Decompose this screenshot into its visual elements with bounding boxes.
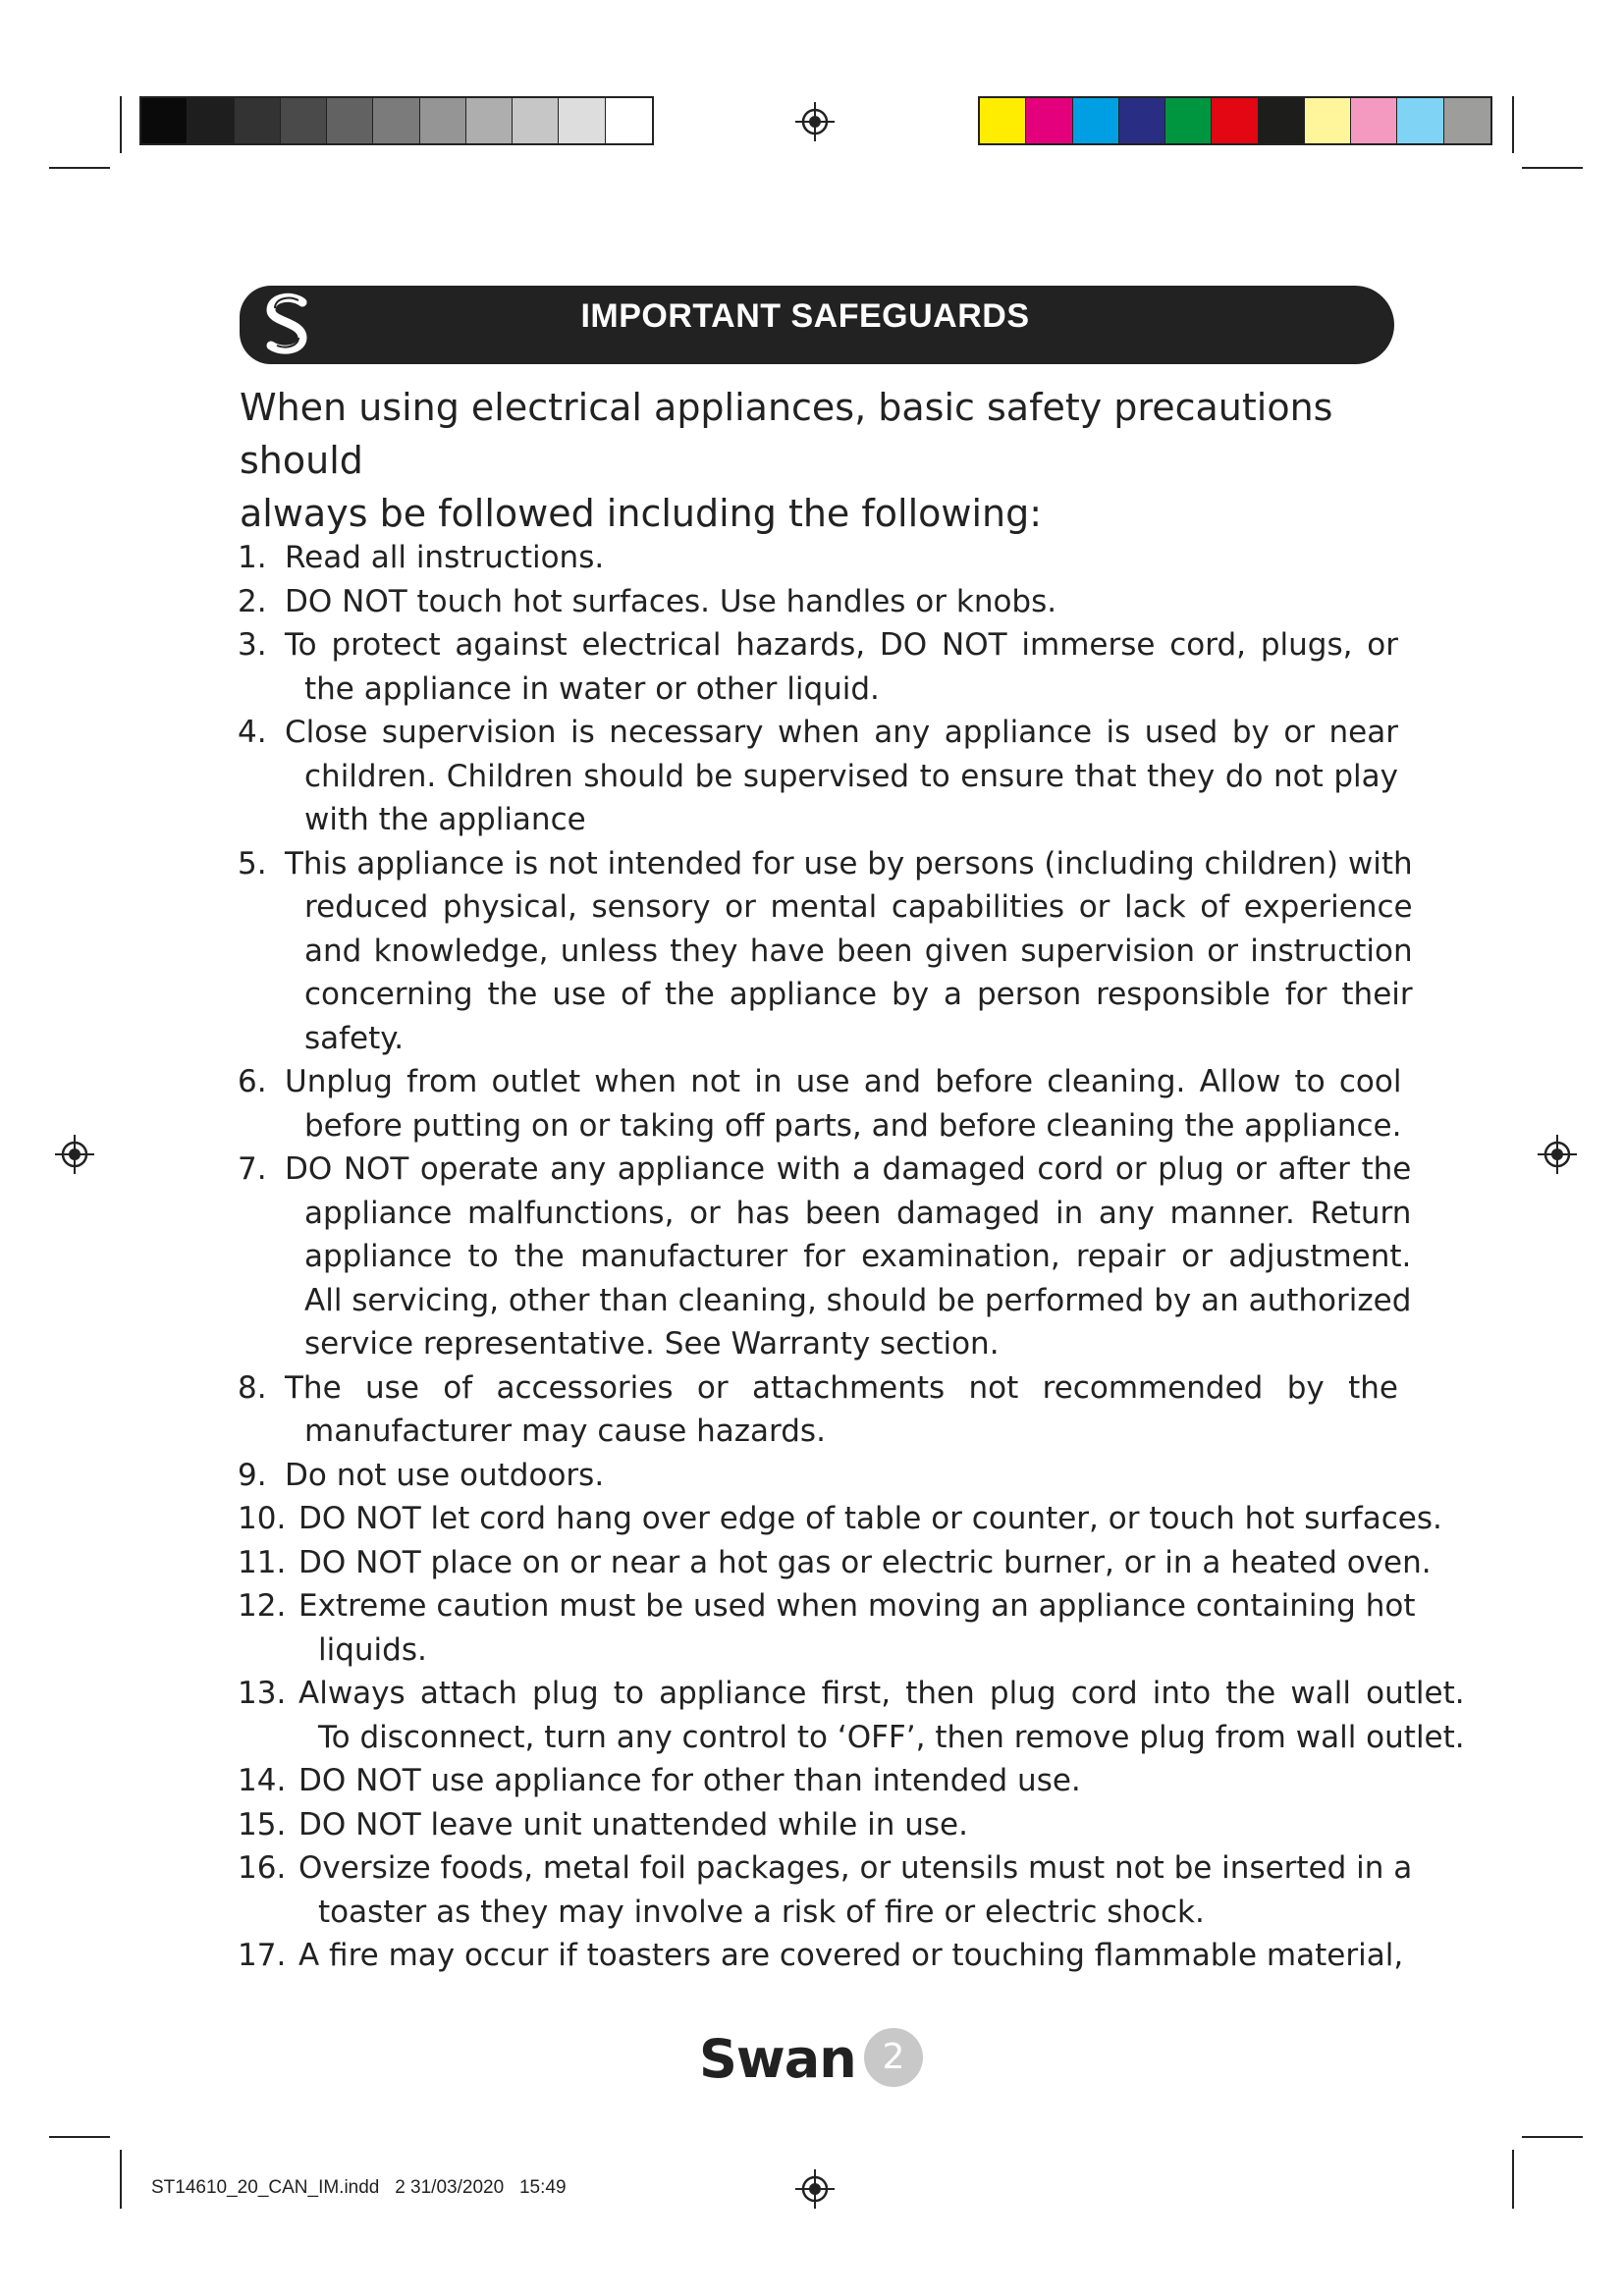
list-item-line: Always attach plug to appliance first, then plug cord into the wall outlet.: [298, 1676, 1465, 1711]
list-item-text: [285, 580, 1398, 624]
list-item-line: the appliance in water or other liquid.: [304, 670, 880, 707]
list-item-text: [285, 842, 1413, 1061]
list-item-number: 15.: [238, 1806, 287, 1842]
list-item: [238, 623, 1398, 711]
grayscale-swatch: [235, 98, 281, 143]
list-item-number: 7.: [238, 1151, 267, 1187]
list-item-line: children. Children should be supervised to ensure that they do not play: [304, 758, 1398, 794]
list-item-line: safety.: [304, 1020, 405, 1056]
page-number-badge: 2: [864, 2028, 923, 2087]
list-item-line: DO NOT let cord hang over edge of table or counter, or touch hot surfaces.: [298, 1501, 1442, 1536]
page-title: IMPORTANT SAFEGUARDS: [580, 297, 1030, 335]
list-item-line: liquids.: [318, 1631, 427, 1668]
grayscale-swatch: [606, 98, 652, 143]
list-item-number: 5.: [238, 845, 267, 881]
color-swatch: [1073, 98, 1119, 143]
list-item-line: before putting on or taking off parts, and before cleaning the appliance.: [304, 1107, 1402, 1144]
list-item: [238, 1541, 1432, 1585]
list-item-line: toaster as they may involve a risk of fire or electric shock.: [318, 1894, 1205, 1930]
list-item: [238, 1934, 1404, 1978]
list-item-line: To protect against electrical hazards, DO NOT immerse cord, plugs, or: [285, 627, 1398, 663]
list-item-line: appliance to the manufacturer for examination, repair or adjustment.: [304, 1239, 1412, 1274]
list-item: [238, 1454, 1398, 1498]
list-item-line: Oversize foods, metal foil packages, or utensils must not be inserted in a: [298, 1850, 1413, 1886]
list-item-text: [298, 1497, 1442, 1541]
list-item-line: This appliance is not intended for use by persons (including children) with: [285, 845, 1413, 881]
list-item-number: 14.: [238, 1763, 287, 1798]
list-item-line: To disconnect, turn any control to ‘OFF’, then remove plug from wall outlet.: [318, 1719, 1465, 1755]
crop-mark: [49, 167, 110, 169]
list-item-line: service representative. See Warranty section.: [304, 1326, 1000, 1362]
list-item: [238, 1148, 1412, 1366]
registration-mark-icon: [55, 1135, 94, 1174]
list-item-line: Extreme caution must be used when moving an appliance containing hot: [298, 1588, 1416, 1624]
list-item: [238, 711, 1398, 842]
list-item-text: [298, 1541, 1432, 1585]
list-item-number: 6.: [238, 1064, 267, 1099]
list-item-text: [285, 711, 1398, 842]
color-swatch: [1165, 98, 1212, 143]
grayscale-swatch: [466, 98, 513, 143]
color-swatch: [1351, 98, 1397, 143]
grayscale-swatch: [373, 98, 419, 143]
registration-mark-icon: [795, 102, 835, 141]
list-item-text: [285, 1454, 1398, 1498]
grayscale-swatch: [141, 98, 188, 143]
color-swatch: [1259, 98, 1305, 143]
list-item-number: 16.: [238, 1850, 287, 1886]
list-item-number: 13.: [238, 1676, 287, 1711]
registration-mark-icon: [795, 2169, 835, 2209]
list-item-text: [285, 536, 1398, 580]
list-item-number: 17.: [238, 1938, 287, 1973]
swan-brand-logo: Swan: [699, 2028, 856, 2090]
registration-mark-icon: [1538, 1135, 1577, 1174]
crop-mark: [120, 96, 122, 153]
color-swatch: [1026, 98, 1072, 143]
crop-mark: [120, 2150, 122, 2209]
color-swatch: [1212, 98, 1258, 143]
list-item-text: [298, 1934, 1403, 1978]
grayscale-swatch: [281, 98, 327, 143]
list-item-text: [285, 623, 1398, 711]
list-item-line: Close supervision is necessary when any appliance is used by or near: [285, 715, 1398, 750]
list-item-number: 2.: [238, 583, 267, 619]
intro-line: When using electrical appliances, basic safety precautions should: [240, 386, 1333, 482]
list-item-line: Unplug from outlet when not in use and before cleaning. Allow to cool: [285, 1064, 1402, 1099]
list-item: [238, 1759, 1398, 1803]
swan-s-logo-icon: [259, 293, 316, 357]
list-item-number: 8.: [238, 1369, 267, 1406]
list-item-line: Read all instructions.: [285, 540, 605, 575]
list-item-number: 4.: [238, 715, 267, 750]
list-item: [238, 1497, 1442, 1541]
crop-mark: [1522, 2136, 1583, 2138]
list-item-line: appliance malfunctions, or has been damaged in any manner. Return: [304, 1195, 1412, 1231]
intro-line: always be followed including the following:: [240, 492, 1043, 535]
list-item-text: [298, 1759, 1398, 1803]
list-item-line: DO NOT operate any appliance with a damaged cord or plug or after the: [285, 1151, 1412, 1187]
crop-mark: [49, 2136, 110, 2138]
crop-mark: [1512, 96, 1514, 153]
list-item-number: 1.: [238, 540, 267, 575]
list-item-number: 9.: [238, 1457, 267, 1493]
list-item-text: [298, 1584, 1415, 1672]
color-swatch: [980, 98, 1026, 143]
color-swatch: [1305, 98, 1351, 143]
grayscale-swatch: [513, 98, 559, 143]
grayscale-swatch: [420, 98, 466, 143]
list-item-line: DO NOT use appliance for other than intended use.: [298, 1763, 1081, 1798]
list-item-line: A fire may occur if toasters are covered or touching flammable material,: [298, 1938, 1404, 1973]
list-item-number: 11.: [238, 1544, 287, 1580]
color-swatch: [1397, 98, 1443, 143]
safeguards-list: [238, 536, 1465, 1978]
list-item: [238, 842, 1413, 1061]
list-item-line: DO NOT place on or near a hot gas or electric burner, or in a heated oven.: [298, 1544, 1432, 1580]
color-swatch: [1119, 98, 1165, 143]
list-item-text: [298, 1803, 1398, 1847]
list-item-line: manufacturer may cause hazards.: [304, 1414, 826, 1449]
list-item-number: 10.: [238, 1501, 287, 1536]
print-slug: ST14610_20_CAN_IM.indd 2 31/03/2020 15:49: [151, 2177, 567, 2198]
intro-paragraph: [240, 381, 1398, 540]
grayscale-swatch: [327, 98, 373, 143]
list-item: [238, 536, 1398, 580]
list-item: [238, 1060, 1402, 1148]
list-item-line: The use of accessories or attachments not recommended by the: [285, 1369, 1398, 1406]
list-item-line: DO NOT leave unit unattended while in use.: [298, 1806, 968, 1842]
list-item-text: [285, 1148, 1411, 1366]
list-item: [238, 1584, 1416, 1672]
grayscale-swatch: [188, 98, 234, 143]
color-swatch: [1444, 98, 1490, 143]
list-item-line: DO NOT touch hot surfaces. Use handles or knobs.: [285, 583, 1057, 619]
list-item: [238, 1672, 1465, 1759]
list-item: [238, 580, 1398, 624]
crop-mark: [1522, 167, 1583, 169]
list-item-text: [298, 1846, 1412, 1934]
list-item: [238, 1846, 1413, 1934]
list-item-line: All servicing, other than cleaning, should be performed by an authorized: [304, 1282, 1412, 1318]
list-item-line: reduced physical, sensory or mental capabilities or lack of experience: [304, 889, 1413, 925]
list-item-line: and knowledge, unless they have been given supervision or instruction: [304, 933, 1413, 969]
list-item: [238, 1803, 1398, 1847]
color-swatch-bar: [978, 96, 1492, 145]
list-item-text: [298, 1672, 1465, 1759]
list-item-text: [285, 1060, 1401, 1148]
list-item-number: 3.: [238, 627, 267, 663]
crop-mark: [1512, 2150, 1514, 2209]
list-item-line: with the appliance: [304, 802, 586, 837]
list-item-number: 12.: [238, 1588, 287, 1624]
list-item: [238, 1366, 1398, 1454]
grayscale-swatch-bar: [139, 96, 654, 145]
list-item-line: Do not use outdoors.: [285, 1457, 605, 1493]
list-item-text: [285, 1366, 1398, 1454]
grayscale-swatch: [559, 98, 605, 143]
list-item-line: concerning the use of the appliance by a person responsible for their: [304, 977, 1413, 1012]
